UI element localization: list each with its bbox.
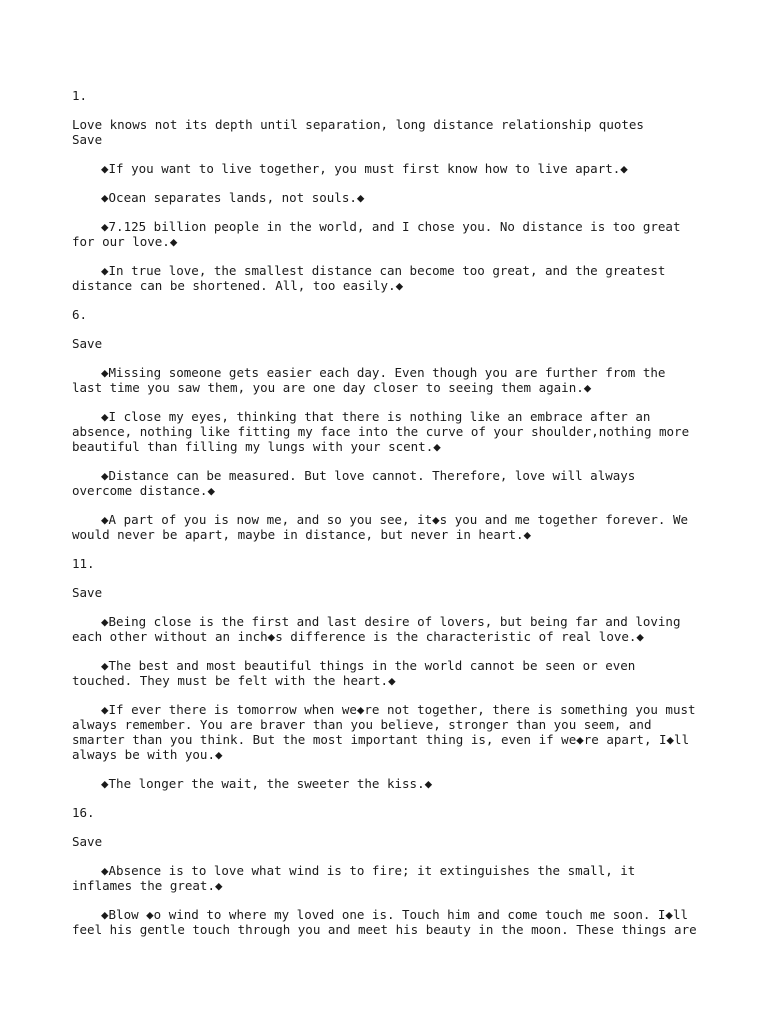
quote-paragraph: ◆Blow ◆o wind to where my loved one is. Touch him and come touch me soon. I◆ll feel his gentle touch through you and meet his beauty in the moon. These things are [72,907,697,937]
quote-paragraph: ◆Ocean separates lands, not souls.◆ [101,190,365,205]
quote-paragraph: ◆The best and most beautiful things in the world cannot be seen or even touched. They must be felt with the heart.◆ [72,658,636,688]
quote-paragraph: ◆I close my eyes, thinking that there is nothing like an embrace after an absence, nothing like fitting my face into the curve of your shoulder,nothing more beautiful than filling my lungs with your scent.◆ [72,409,690,454]
quote-paragraph: ◆If you want to live together, you must first know how to live apart.◆ [101,161,628,176]
save-link[interactable]: Save [72,834,103,849]
save-link[interactable]: Save [72,585,103,600]
quote-paragraph: ◆In true love, the smallest distance can become too great, and the greatest distance can be shortened. All, too easily.◆ [72,263,666,293]
quote-paragraph: ◆The longer the wait, the sweeter the kiss.◆ [101,776,433,791]
quote-paragraph: ◆Distance can be measured. But love cannot. Therefore, love will always overcome distance.◆ [72,468,636,498]
document-page [72,88,700,951]
section-number: 11. [72,556,95,571]
save-link[interactable]: Save [72,132,103,147]
section-heading: Love knows not its depth until separation, long distance relationship quotes [72,117,644,132]
quote-paragraph: ◆Missing someone gets easier each day. Even though you are further from the last time you saw them, you are one day closer to seeing them again.◆ [72,365,666,395]
quote-paragraph: ◆Absence is to love what wind is to fire; it extinguishes the small, it inflames the great.◆ [72,863,636,893]
quote-paragraph: ◆If ever there is tomorrow when we◆re not together, there is something you must always remember. You are braver than you believe, stronger than you seem, and smarter than you think. But the most important thing is, even if we◆re apart, I◆ll always be with you.◆ [72,702,696,762]
quote-paragraph: ◆Being close is the first and last desire of lovers, but being far and loving each other without an inch◆s difference is the characteristic of real love.◆ [72,614,681,644]
section-number: 16. [72,805,95,820]
section-number: 6. [72,307,88,322]
quote-paragraph: ◆7.125 billion people in the world, and I chose you. No distance is too great for our love.◆ [72,219,681,249]
section-number: 1. [72,88,88,103]
save-link[interactable]: Save [72,336,103,351]
quote-paragraph: ◆A part of you is now me, and so you see, it◆s you and me together forever. We would never be apart, maybe in distance, but never in heart.◆ [72,512,688,542]
